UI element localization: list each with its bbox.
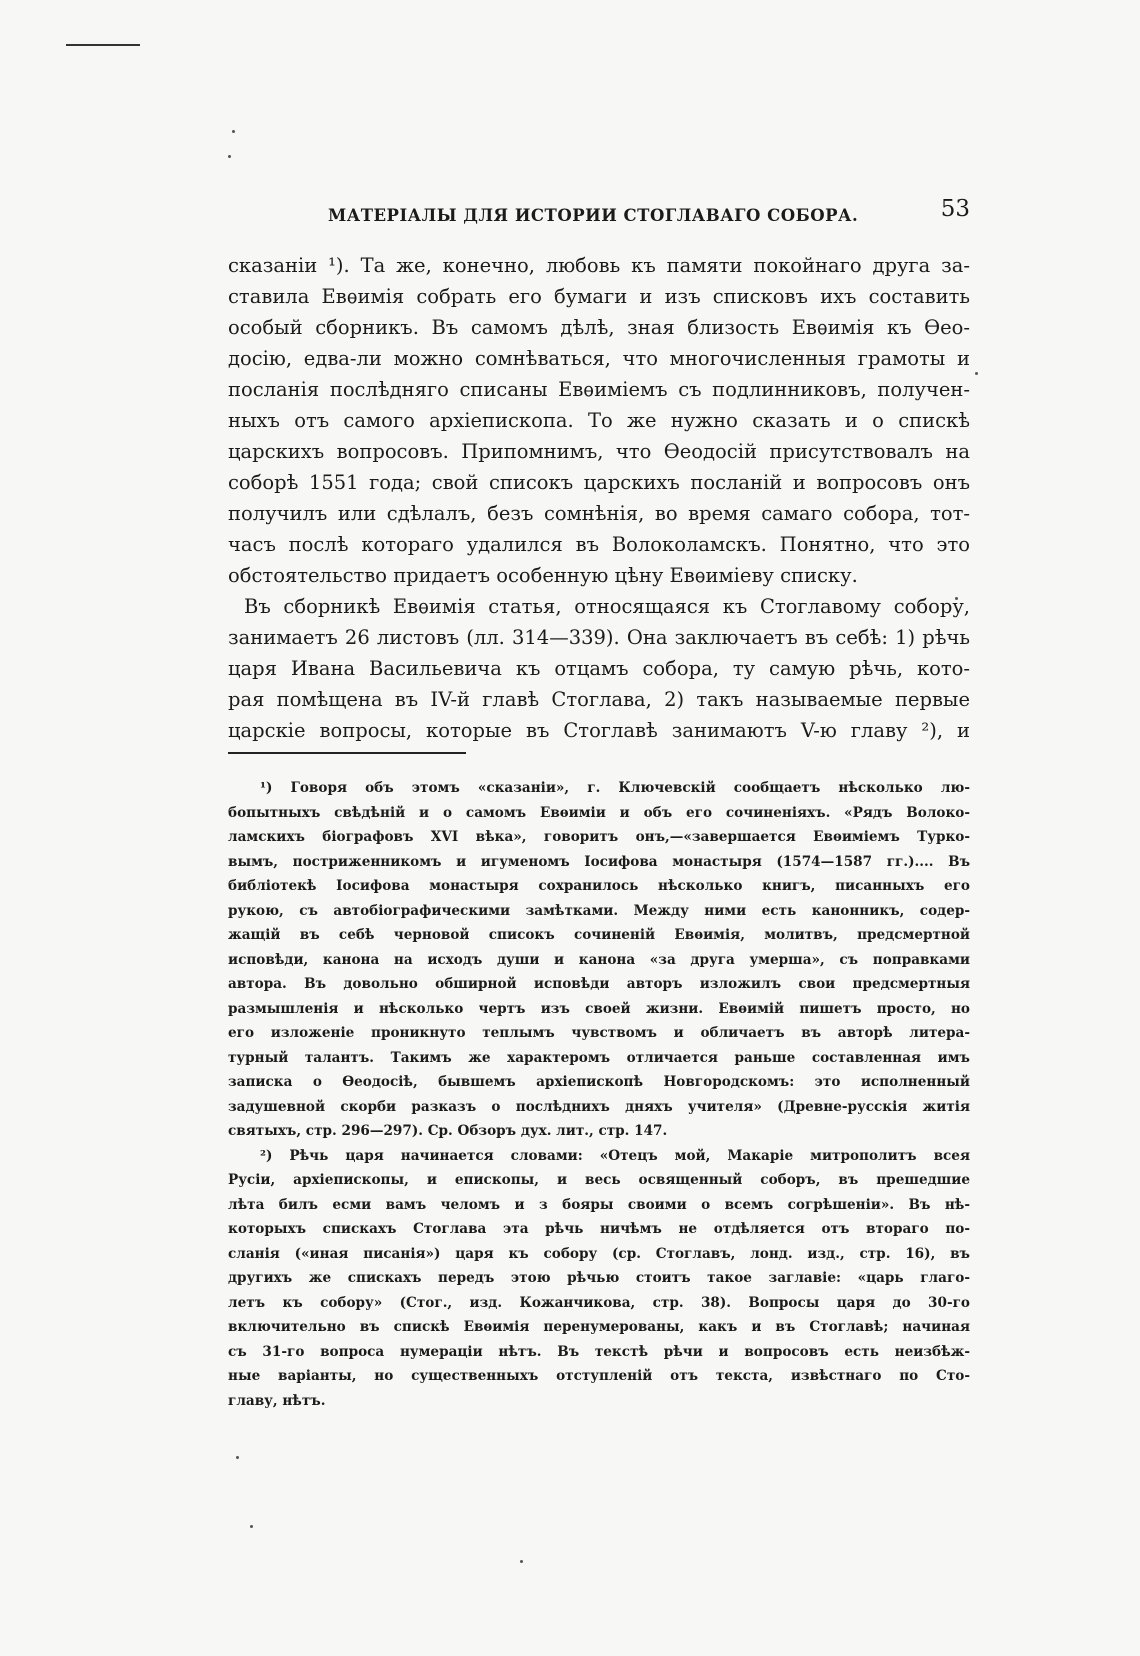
footnote-line: ²) Рѣчь царя начинается словами: «Отецъ мой, Макаріе митрополитъ всея xyxy=(260,1147,970,1164)
text-line: рая помѣщена въ IV-й главѣ Стоглава, 2) такъ называемые первые xyxy=(228,688,970,711)
footnote-line: главу, нѣтъ. xyxy=(228,1392,326,1409)
text-line: царя Ивана Васильевича къ отцамъ собора, ту самую рѣчь, кото- xyxy=(228,657,970,680)
footnote-line: которыхъ спискахъ Стоглава эта рѣчь ничѣмъ не отдѣляется отъ втораго по- xyxy=(228,1221,970,1237)
footnote-line: летъ къ собору» (Стог., изд. Кожанчикова, стр. 38). Вопросы царя до 30-го xyxy=(228,1294,970,1311)
footnote-line: другихъ же спискахъ передъ этою рѣчью стоитъ такое заглавіе: «царь глаго- xyxy=(228,1270,970,1286)
footnote-line: бопытныхъ свѣдѣній и о самомъ Евѳиміи и объ его сочиненіяхъ. «Рядъ Волоко- xyxy=(228,804,970,821)
scan-edge-mark xyxy=(66,44,140,46)
footnote-line: его изложеніе проникнуто теплымъ чувствомъ и обличаетъ въ авторѣ литера- xyxy=(228,1025,970,1041)
scan-speck xyxy=(228,155,231,158)
scan-speck xyxy=(232,130,235,133)
footnote-line: рукою, съ автобіографическими замѣтками. Между ними есть канонникъ, содер- xyxy=(228,902,970,919)
running-title: МАТЕРІАЛЫ ДЛЯ ИСТОРИИ СТОГЛАВАГО СОБОРА. xyxy=(328,206,859,225)
footnote-line: Русіи, архіепископы, и епископы, и весь освященный соборъ, въ прешедшие xyxy=(228,1172,970,1188)
footnote-line: святыхъ, стр. 296—297). Ср. Обзоръ дух. лит., стр. 147. xyxy=(228,1123,668,1139)
text-line: ставила Евѳимія собрать его бумаги и изъ списковъ ихъ составить xyxy=(228,285,970,308)
footnote-line: ные варіанты, но существенныхъ отступленій отъ текста, извѣстнаго по Сто- xyxy=(228,1368,970,1384)
footnote-line: съ 31-го вопроса нумераціи нѣтъ. Въ текстѣ рѣчи и вопросовъ есть неизбѣж- xyxy=(228,1343,970,1360)
text-line: ныхъ отъ самого архіепископа. То же нужно сказать и о спискѣ xyxy=(228,409,970,432)
footnote-separator xyxy=(228,752,466,754)
scan-speck xyxy=(975,372,978,375)
text-line: Въ сборникѣ Евѳимія статья, относящаяся къ Стоглавому собору, xyxy=(244,595,970,618)
text-line: особый сборникъ. Въ самомъ дѣлѣ, зная близость Евѳимія къ Ѳео- xyxy=(228,316,970,339)
scan-speck xyxy=(236,1456,239,1459)
footnote-line: жащій въ себѣ черновой списокъ сочиненій Евѳимія, молитвъ, предсмертной xyxy=(228,927,970,943)
text-line: царскіе вопросы, которые въ Стоглавѣ занимаютъ V-ю главу ²), и xyxy=(228,719,970,742)
footnote-line: включительно въ спискѣ Евѳимія перенумерованы, какъ и въ Стоглавѣ; начиная xyxy=(228,1319,970,1335)
text-line: часъ послѣ котораго удалился въ Волоколамскъ. Понятно, что это xyxy=(228,533,970,556)
text-line: царскихъ вопросовъ. Припомнимъ, что Ѳеодосій присутствовалъ на xyxy=(228,440,970,463)
text-line: соборѣ 1551 года; свой списокъ царскихъ посланій и вопросовъ онъ xyxy=(228,471,970,494)
footnote-line: исповѣди, канона на исходъ души и канона «за друга умерша», съ поправками xyxy=(228,951,970,968)
footnote-line: турный талантъ. Такимъ же характеромъ отличается раньше составленная имъ xyxy=(228,1049,970,1066)
footnote-line: вымъ, постриженникомъ и игуменомъ Іосифова монастыря (1574—1587 гг.).... Въ xyxy=(228,853,970,870)
footnote-line: библіотекѣ Іосифова монастыря сохранилось нѣсколько книгъ, писанныхъ его xyxy=(228,878,970,894)
text-line: сказаніи ¹). Та же, конечно, любовь къ памяти покойнаго друга за- xyxy=(228,254,970,277)
text-line: занимаетъ 26 листовъ (лл. 314—339). Она заключаетъ въ себѣ: 1) рѣчь xyxy=(228,626,970,649)
footnote-line: ламскихъ біографовъ XVI вѣка», говоритъ онъ,—«завершается Евѳиміемъ Турко- xyxy=(228,829,970,845)
footnote-line: размышленія и нѣсколько чертъ изъ своей жизни. Евѳимій пишетъ просто, но xyxy=(228,1000,970,1017)
footnote-line: сланія («иная писанія») царя къ собору (ср. Стоглавъ, лонд. изд., стр. 16), въ xyxy=(228,1245,970,1262)
text-line: обстоятельство придаетъ особенную цѣну Евѳиміеву списку. xyxy=(228,564,858,587)
text-line: посланія послѣдняго списаны Евѳиміемъ съ подлинниковъ, получен- xyxy=(228,378,970,401)
main-text xyxy=(228,250,970,746)
text-line: досію, едва-ли можно сомнѣваться, что многочисленныя грамоты и xyxy=(228,347,970,370)
text-line: получилъ или сдѣлалъ, безъ сомнѣнія, во время самаго собора, тот- xyxy=(228,502,970,525)
footnotes xyxy=(228,776,970,1413)
footnote-line: лѣта билъ есми вамъ челомъ и з бояры своими о всемъ согрѣшеніи». Въ нѣ- xyxy=(228,1196,970,1213)
footnote-line: ¹) Говоря объ этомъ «сказаніи», г. Ключевскій сообщаетъ нѣсколько лю- xyxy=(260,780,970,796)
scan-speck xyxy=(250,1525,253,1528)
footnote-line: записка о Ѳеодосіѣ, бывшемъ архіепископѣ Новгородскомъ: это исполненный xyxy=(228,1074,970,1090)
page-header xyxy=(228,196,970,226)
scan-speck xyxy=(520,1560,523,1563)
page-number: 53 xyxy=(940,196,970,222)
footnote-line: задушевной скорби разказъ о послѣднихъ дняхъ учителя» (Древне-русскія житія xyxy=(228,1098,970,1115)
footnote-line: автора. Въ довольно обширной исповѣди авторъ изложилъ свои предсмертныя xyxy=(228,976,970,992)
